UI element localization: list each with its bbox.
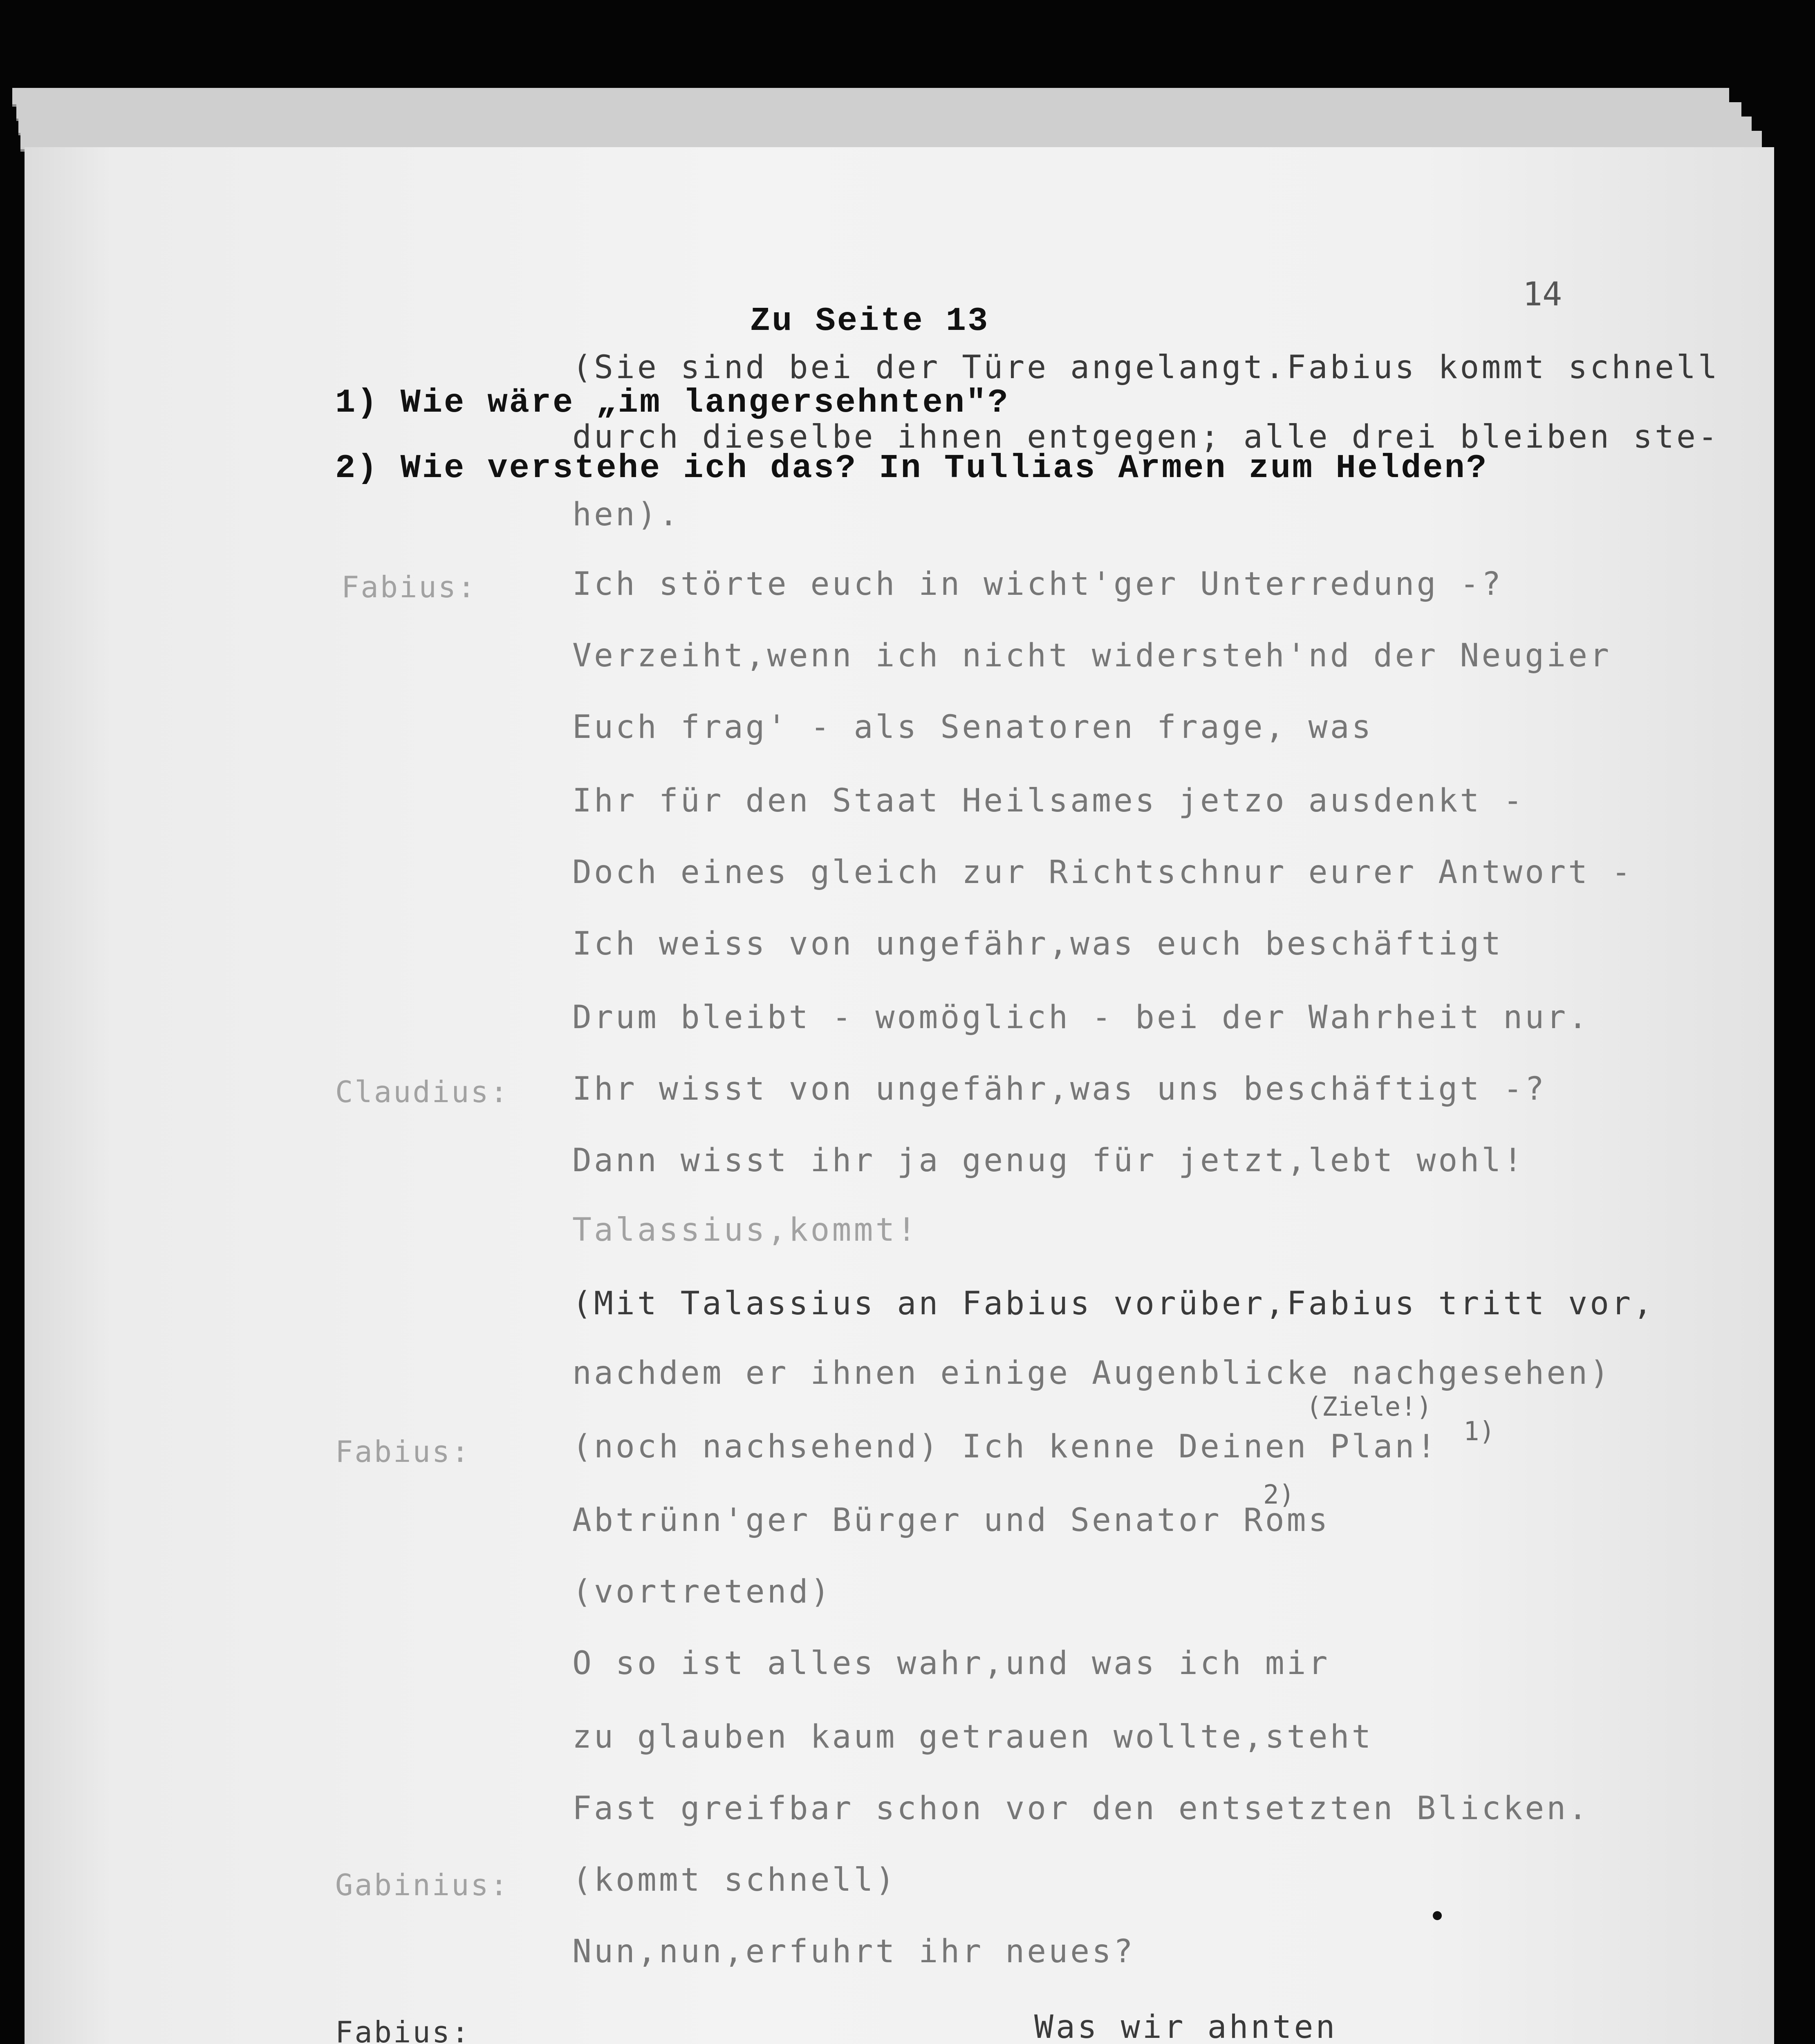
note-question-1: 1) Wie wäre „im langersehnten"? (335, 384, 1010, 422)
ink-speck (1433, 1911, 1442, 1920)
page-number: 14 (1523, 275, 1562, 313)
note-question-2: 2) Wie verstehe ich das? In Tullias Armen zum Helden? (335, 449, 1488, 487)
annotation-ziele: (Ziele!) (1306, 1392, 1432, 1422)
verse-line: Fast greifbar schon vor den entsetzten Blicken. (572, 1790, 1590, 1827)
stage-direction-line: (Sie sind bei der Türe angelangt.Fabius kommt schnell (572, 349, 1720, 386)
verse-line: (kommt schnell) (572, 1862, 897, 1898)
speaker-label: Claudius: (335, 1075, 510, 1109)
footnote-marker: 1) (1463, 1416, 1495, 1447)
verse-line: Dann wisst ihr ja genug für jetzt,lebt wohl! (572, 1142, 1525, 1179)
stage-direction-line: durch dieselbe ihnen entgegen; alle drei bleiben ste- (572, 419, 1720, 455)
verse-line: Ich weiss von ungefähr,was euch beschäftigt (572, 926, 1504, 962)
verse-line: Nun,nun,erfuhrt ihr neues? (572, 1933, 1135, 1970)
verse-line: Doch eines gleich zur Richtschnur eurer Antwort - (572, 854, 1634, 891)
verse-line: Drum bleibt - womöglich - bei der Wahrheit nur. (572, 999, 1590, 1036)
verse-line: Ihr für den Staat Heilsames jetzo ausdenkt - (572, 782, 1525, 819)
speaker-label: Fabius: (341, 570, 477, 604)
speaker-label: Fabius: (335, 1434, 471, 1469)
verse-line: (vortretend) (572, 1573, 832, 1610)
notes-heading: Zu Seite 13 (750, 302, 990, 340)
verse-line: (noch nachsehend) Ich kenne Deinen Plan! (572, 1428, 1439, 1465)
verse-line: O so ist alles wahr,und was ich mir (572, 1645, 1330, 1682)
speaker-label: Gabinius: (335, 1868, 510, 1902)
verse-line: Talassius,kommt! (572, 1212, 919, 1248)
verse-line: zu glauben kaum getrauen wollte,steht (572, 1719, 1374, 1755)
stage-direction-line: (Mit Talassius an Fabius vorüber,Fabius tritt vor, (572, 1285, 1655, 1322)
stage-direction-line: nachdem er ihnen einige Augenblicke nachgesehen) (572, 1355, 1612, 1392)
verse-line: Ich störte euch in wicht'ger Unterredung -? (572, 566, 1504, 603)
stage-direction-line: hen). (572, 496, 681, 533)
footnote-marker: 2) (1263, 1480, 1295, 1510)
speaker-label: Fabius: (335, 2015, 471, 2044)
verse-line: Was wir ahnten (1034, 2009, 1338, 2044)
verse-line: Euch frag' - als Senatoren frage, was (572, 709, 1374, 746)
verse-line: Verzeiht,wenn ich nicht widersteh'nd der Neugier (572, 637, 1612, 674)
typed-page (25, 147, 1774, 2044)
verse-line: Abtrünn'ger Bürger und Senator Roms (572, 1502, 1330, 1539)
verse-line: Ihr wisst von ungefähr,was uns beschäftigt -? (572, 1071, 1547, 1107)
